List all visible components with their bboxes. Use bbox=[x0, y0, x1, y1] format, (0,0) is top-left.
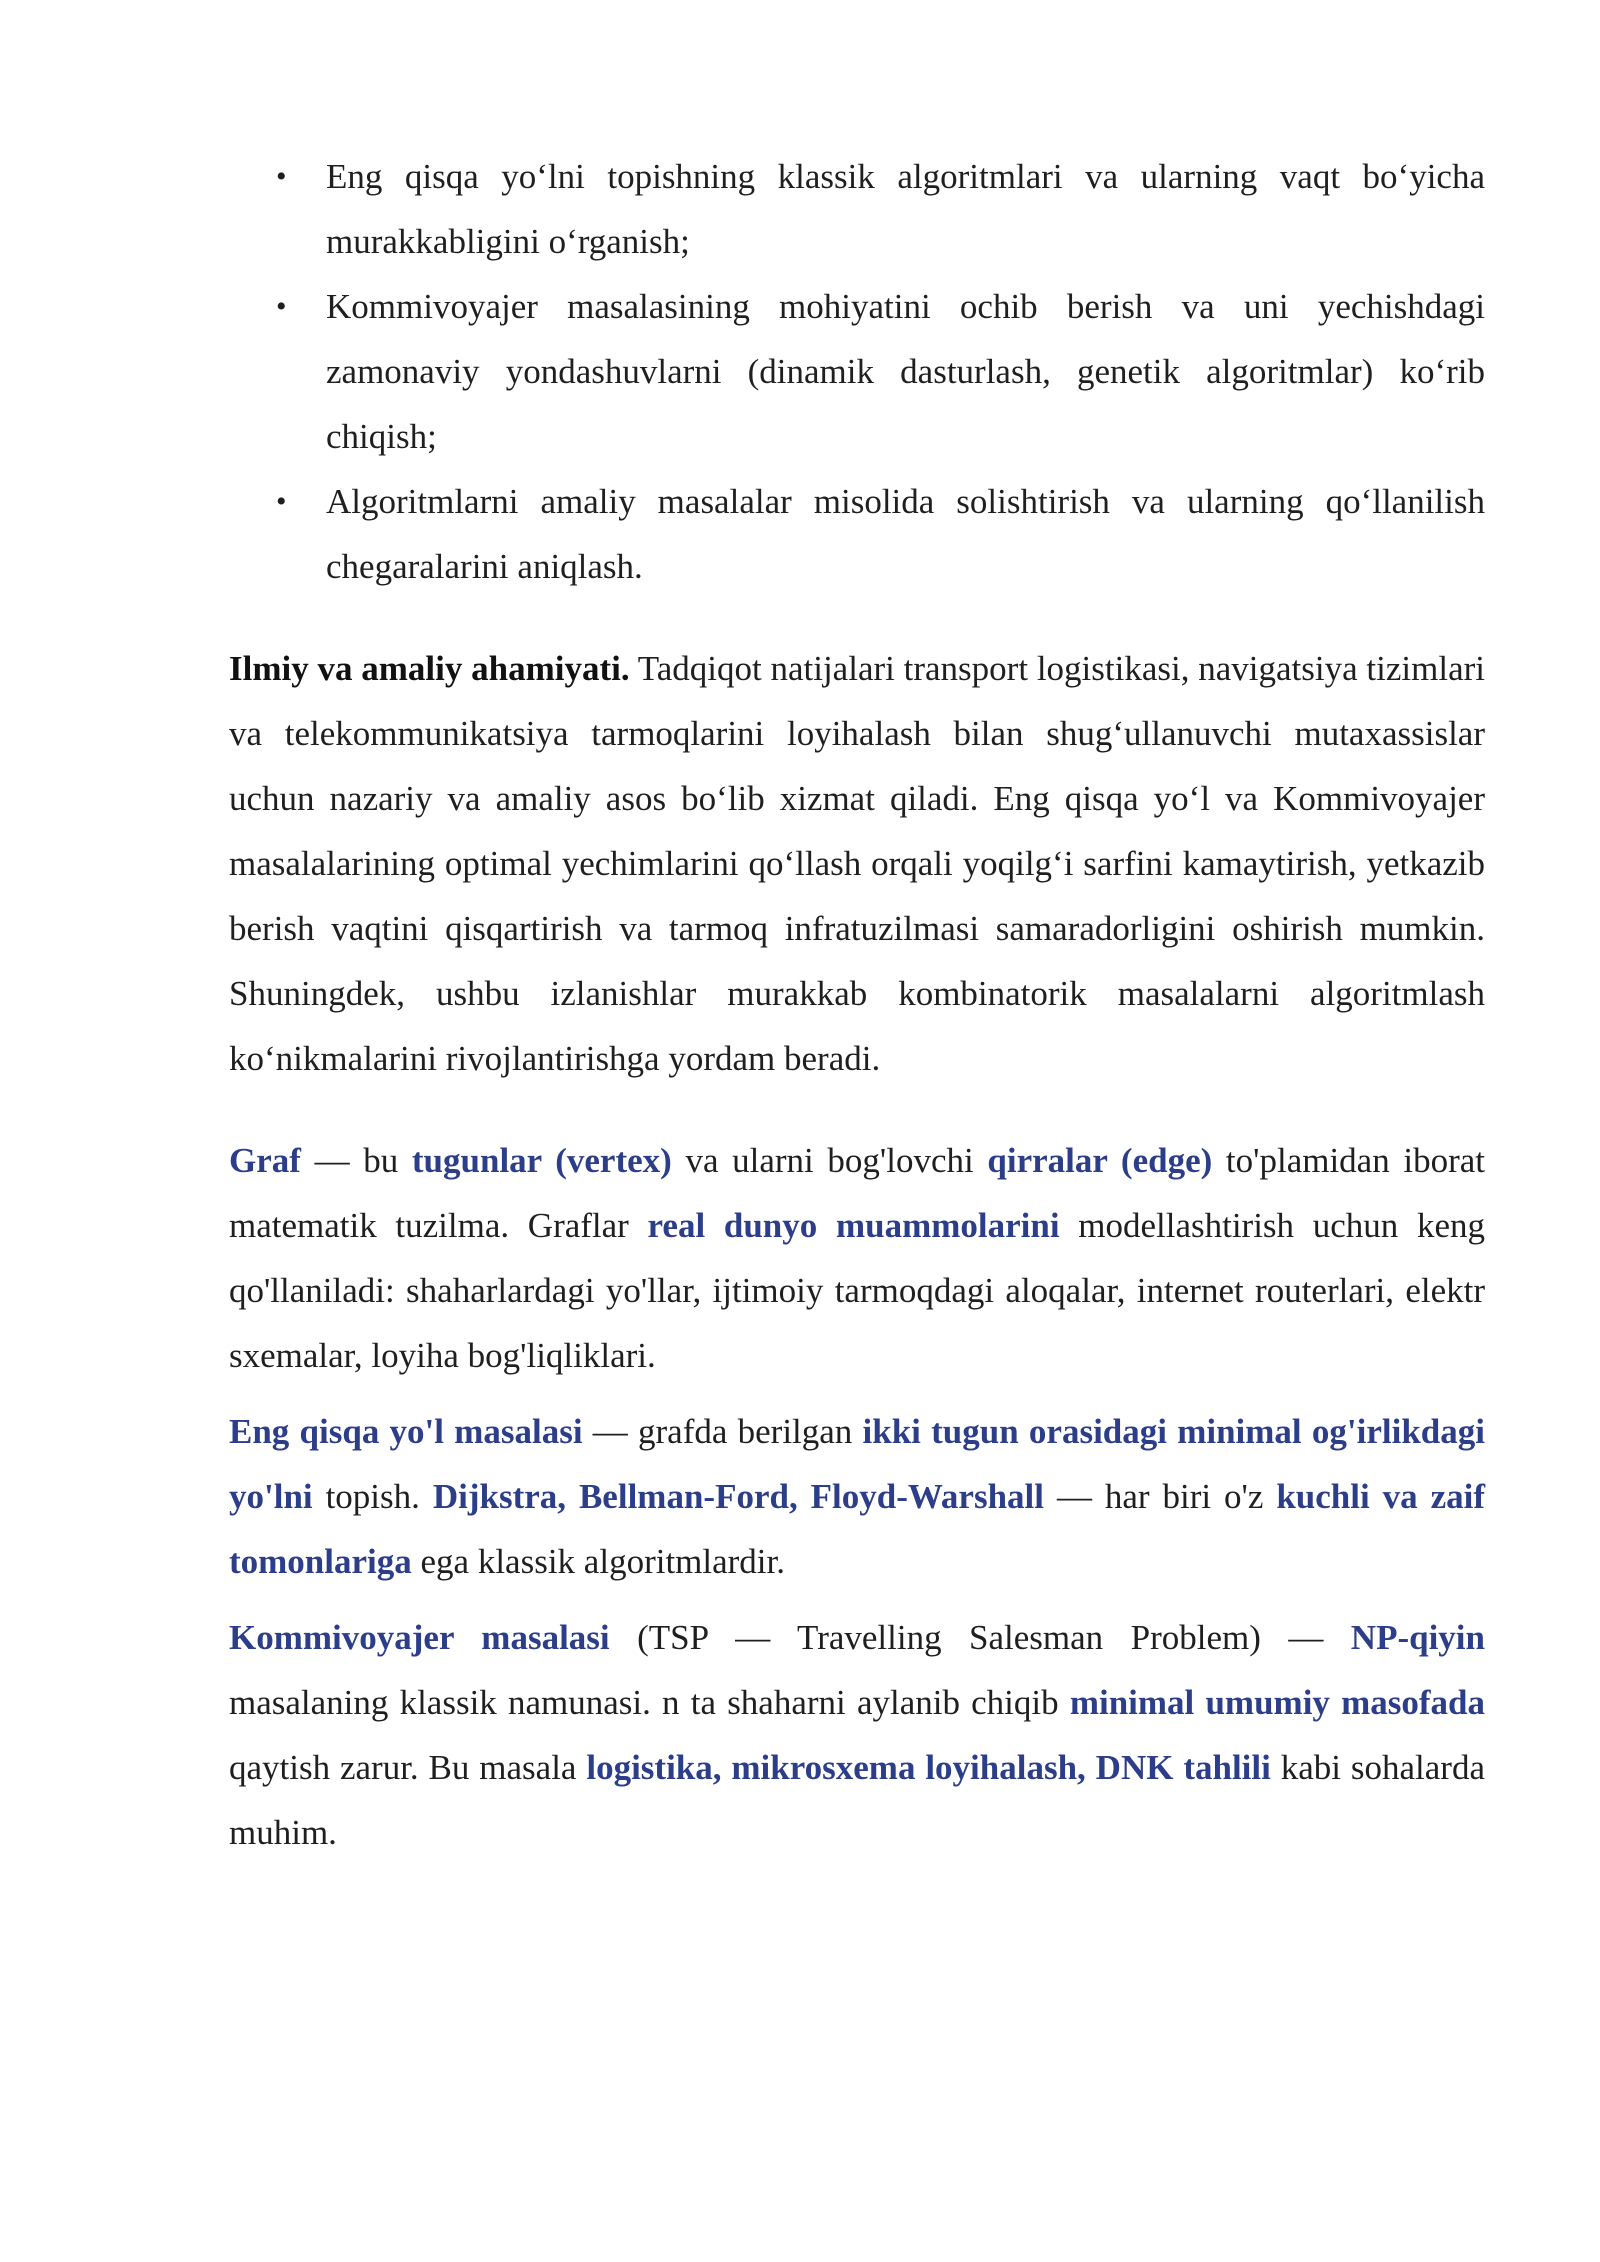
objectives-list bbox=[229, 144, 1485, 599]
highlight-term: qirralar (edge) bbox=[987, 1141, 1213, 1180]
highlight-term: Dijkstra, Bellman-Ford, Floyd-Warshall bbox=[432, 1477, 1044, 1516]
graph-definition-paragraph bbox=[229, 1128, 1485, 1388]
paragraph-text: — bu bbox=[300, 1141, 412, 1180]
tsp-paragraph bbox=[229, 1605, 1485, 1865]
highlight-term: Eng qisqa yo'l masalasi bbox=[229, 1412, 583, 1451]
bullet-icon: • bbox=[276, 160, 287, 193]
paragraph-text: masalaning klassik namunasi. n ta shaharni aylanib chiqib bbox=[229, 1683, 1070, 1722]
highlight-term: logistika, mikrosxema loyihalash, DNK tahlili bbox=[586, 1748, 1271, 1787]
bullet-icon: • bbox=[276, 290, 287, 323]
paragraph-text: qaytish zarur. Bu masala bbox=[229, 1748, 587, 1787]
document-page bbox=[229, 144, 1485, 1865]
list-item-text: Kommivoyajer masalasining mohiyatini ochib berish va uni yechishdagi zamonaviy yondashuvlarni (dinamik dasturlash, genetik algoritmlar) ko‘rib chiqish; bbox=[326, 287, 1485, 456]
highlight-term: tugunlar (vertex) bbox=[411, 1141, 672, 1180]
paragraph-text: (TSP — Travelling Salesman Problem) — bbox=[609, 1618, 1351, 1657]
highlight-term: Kommivoyajer masalasi bbox=[229, 1618, 610, 1657]
paragraph-text: va ularni bog'lovchi bbox=[671, 1141, 988, 1180]
significance-heading: Ilmiy va amaliy ahamiyati. bbox=[229, 649, 630, 688]
paragraph-text: modellashtirish uchun keng qo'llaniladi: shaharlardagi yo'llar, ijtimoiy tarmoqdagi aloqalar, internet routerlari, elektr sxemalar, loyiha bog'liqliklari. bbox=[229, 1206, 1485, 1375]
bullet-icon: • bbox=[276, 485, 287, 518]
list-item-text: Eng qisqa yo‘lni topishning klassik algoritmlari va ularning vaqt bo‘yicha murakkabligini o‘rganish; bbox=[326, 157, 1485, 261]
list-item bbox=[229, 274, 1485, 469]
significance-paragraph bbox=[229, 636, 1485, 1091]
significance-text: Tadqiqot natijalari transport logistikasi, navigatsiya tizimlari va telekommunikatsiya tarmoqlarini loyihalash bilan shug‘ullanuvchi mutaxassislar uchun nazariy va amaliy asos bo‘lib xizmat qiladi. Eng qisqa yo‘l va Kommivoyajer masalalarining optimal yechimlarini qo‘llash orqali yoqilg‘i sarfini kamaytirish, yetkazib berish vaqtini qisqartirish va tarmoq infratuzilmasi samaradorligini oshirish mumkin. Shuningdek, ushbu izlanishlar murakkab kombinatorik masalalarni algoritmlash ko‘nikmalarini rivojlantirishga yordam beradi. bbox=[229, 649, 1485, 1078]
list-item-text: Algoritmlarni amaliy masalalar misolida solishtirish va ularning qo‘llanilish chegaralarini aniqlash. bbox=[326, 482, 1485, 586]
highlight-term: minimal umumiy masofada bbox=[1069, 1683, 1486, 1722]
paragraph-text: — har biri o'z bbox=[1044, 1477, 1277, 1516]
paragraph-text: to'plamidan iborat matematik tuzilma. Graflar bbox=[229, 1141, 1486, 1245]
list-item bbox=[229, 469, 1485, 599]
paragraph-text: topish. bbox=[312, 1477, 433, 1516]
shortest-path-paragraph bbox=[229, 1399, 1485, 1594]
paragraph-text: ega klassik algoritmlardir. bbox=[411, 1542, 786, 1581]
highlight-term: ikki tugun orasidagi minimal og'irlikdagi yo'lni bbox=[229, 1412, 1485, 1516]
highlight-term: NP-qiyin bbox=[1350, 1618, 1485, 1657]
highlight-term: real dunyo muammolarini bbox=[647, 1206, 1060, 1245]
highlight-term: Graf bbox=[229, 1141, 301, 1180]
list-item bbox=[229, 144, 1485, 274]
paragraph-text: — grafda berilgan bbox=[582, 1412, 863, 1451]
paragraph-text: kabi sohalarda muhim. bbox=[229, 1748, 1485, 1852]
highlight-term: kuchli va zaif tomonlariga bbox=[229, 1477, 1485, 1581]
